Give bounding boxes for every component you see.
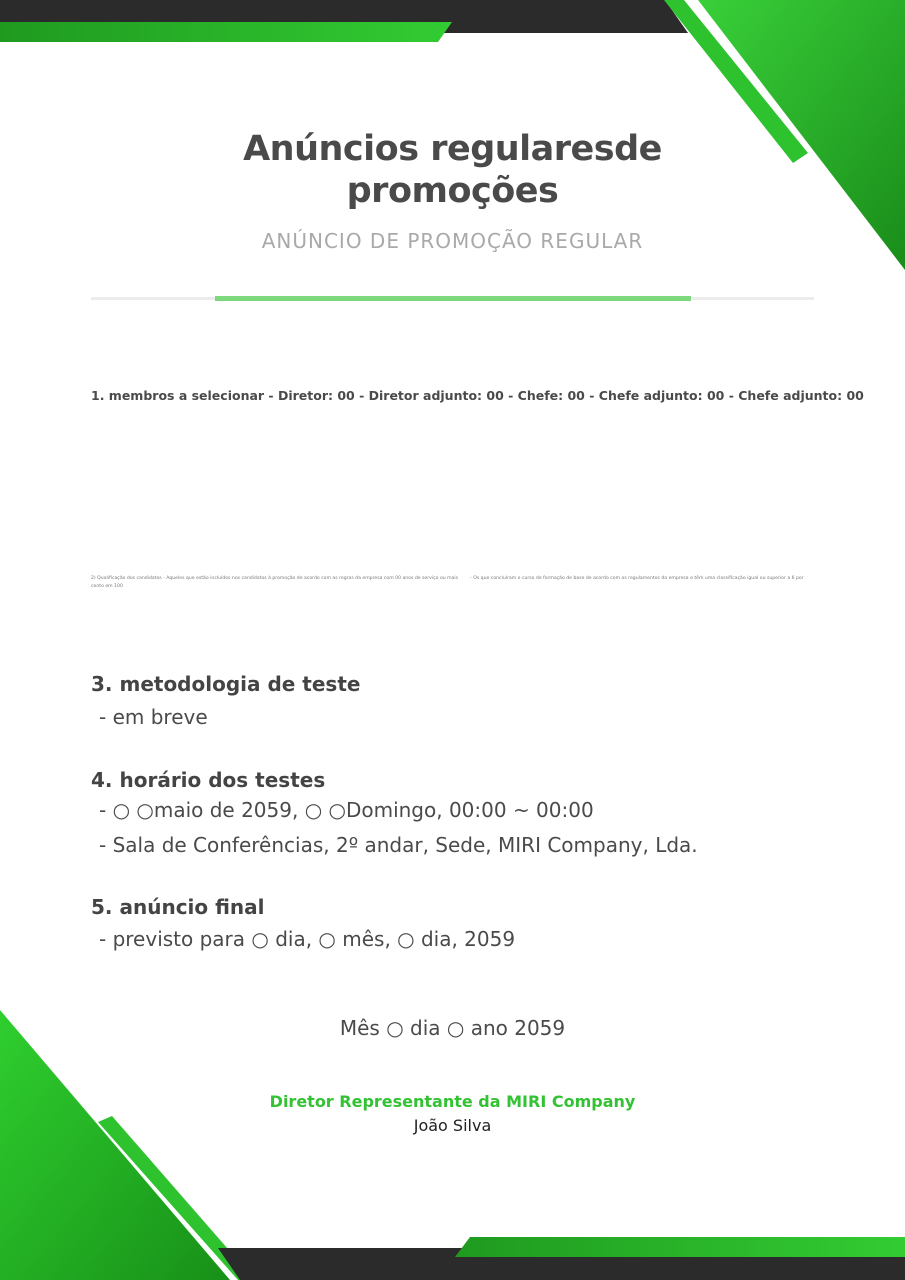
page-subtitle: ANÚNCIO DE PROMOÇÃO REGULAR (261, 229, 644, 253)
page-title: Anúncios regularesde promoções (243, 129, 662, 211)
document-date: Mês ○ dia ○ ano 2059 (339, 1016, 566, 1040)
section-method-line: - em breve (99, 705, 208, 729)
section-schedule-heading: 4. horário dos testes (91, 768, 326, 792)
qualifications-part2: - Os que concluíram o curso de formação de base de acordo com os regulamentos da empresa e têm uma classificação igual ou superior a 6 por cento em 100 (91, 576, 804, 589)
section-final-line: - previsto para ○ dia, ○ mês, ○ dia, 2059 (99, 927, 516, 951)
signature-organization: Diretor Representante da MIRI Company (269, 1092, 636, 1111)
section-final-heading: 5. anúncio final (91, 895, 265, 919)
section-members: 1. membros a selecionar - Diretor: 00 - Diretor adjunto: 00 - Chefe: 00 - Chefe adjunto: 00 - Chefe adjunto: 00 (91, 388, 864, 403)
signature-name: João Silva (413, 1116, 492, 1135)
section-schedule-date: - ○ ○maio de 2059, ○ ○Domingo, 00:00 ~ 00:00 (99, 798, 594, 822)
bottom-green-stripe (455, 1237, 905, 1257)
qualifications-part1: 2) Qualificação dos candidatos - Aqueles que estão incluídos nos candidatos à promoção de acordo com as regras da empresa com 00 anos de serviço ou mais (91, 576, 459, 581)
section-schedule-location: - Sala de Conferências, 2º andar, Sede, MIRI Company, Lda. (99, 833, 698, 857)
divider-green (215, 296, 691, 301)
section-method-heading: 3. metodologia de teste (91, 672, 361, 696)
top-green-stripe (0, 22, 452, 42)
section-qualifications (91, 575, 813, 591)
bottom-left-green-corner (0, 1010, 230, 1280)
